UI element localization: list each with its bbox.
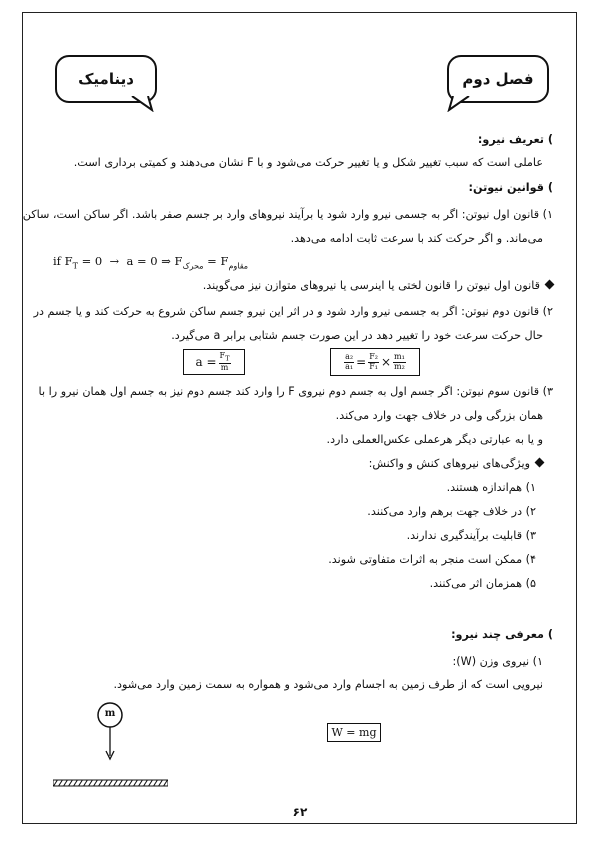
law3-line2: همان بزرگی ولی در خلاف جهت وارد می‌کند. [335, 409, 543, 422]
law2-formula-a: a = $\frac{F_T}{m}$ [183, 349, 245, 375]
law1-note [203, 280, 553, 291]
heading-marker: ) [547, 628, 553, 641]
force-def-text: عاملی است که سبب تغییر شکل و یا تغییر حرکت می‌شود و با F نشان می‌دهند و کمیتی برداری است. [73, 156, 543, 169]
intro-heading [451, 629, 553, 640]
bullet-icon [535, 458, 545, 468]
topic-label: دینامیک [78, 70, 134, 88]
prop-item: ۱) هم‌اندازه هستند. [446, 481, 536, 494]
ground-hatch [53, 779, 168, 787]
props-heading [369, 458, 543, 469]
weight-text: نیرویی است که از طرف زمین به اجسام وارد می‌شود و همواره به سمت زمین وارد می‌شود. [113, 678, 543, 691]
page-number: ۶۲ [292, 805, 308, 819]
prop-item: ۳) قابلیت برآیندگیری ندارند. [406, 529, 536, 542]
force-def-heading [478, 134, 553, 145]
heading-marker: ) [547, 181, 553, 194]
law1-note-text: قانون اول نیوتن را قانون لختی یا اینرسی یا نیروهای متوازن نیز می‌گویند. [202, 279, 540, 292]
law2-line1: ۲) قانون دوم نیوتن: اگر به جسمی نیرو وارد شود و در اثر این نیرو جسم ساکن شروع به حرکت کند و یا جسم در [33, 305, 553, 318]
props-title: ویژگی‌های نیروهای کنش و واکنش: [368, 457, 530, 470]
law2-formula-ratio: $\frac{\text{a₂}}{\text{a₁}}$ = $\frac{\text{F₂}}{\text{F₁}}$ × $\frac{\text{m₁}}{\text{m₂}}$ [330, 348, 420, 376]
newton-heading [469, 182, 553, 193]
prop-item: ۲) در خلاف جهت برهم وارد می‌کنند. [367, 505, 536, 518]
newton-title: قوانین نیوتن: [468, 181, 544, 194]
law1-formula: if $F_T = 0 \to a = 0$ ⇒ $F_{محرک} = F_{مقاوم}$ [53, 254, 249, 271]
weight-formula: W = mg [327, 723, 381, 742]
prop-item: ۴) ممکن است منجر به اثرات متفاوتی شوند. [328, 553, 536, 566]
heading-marker: ) [547, 133, 553, 146]
weight-title: ۱) نیروی وزن (W): [452, 655, 543, 668]
chapter-label: فصل دوم [462, 70, 534, 88]
topic-bubble-tail [126, 96, 156, 112]
law1-line1: ۱) قانون اول نیوتن: اگر به جسمی نیرو وارد شود یا برآیند نیروهای وارد بر جسم صفر باشد. اگر ساکن است، ساکن [22, 208, 553, 221]
law2-line2: حال حرکت سرعت خود را تغییر دهد در این صورت جسم شتابی برابر a می‌گیرد. [171, 329, 543, 342]
law1-line2: می‌ماند. و اگر حرکت کند با سرعت ثابت ادامه می‌دهد. [290, 232, 543, 245]
force-def-title: تعریف نیرو: [477, 133, 544, 146]
prop-item: ۵) همزمان اثر می‌کنند. [429, 577, 536, 590]
bullet-icon [545, 280, 555, 290]
mass-label: m [104, 708, 116, 719]
chapter-bubble-tail [447, 96, 477, 112]
law3-line1: ۳) قانون سوم نیوتن: اگر جسم اول به جسم دوم نیروی F را وارد کند جسم دوم نیز به جسم اول همان نیرو را با [38, 385, 553, 398]
intro-title: معرفی چند نیرو: [451, 628, 544, 641]
law3-line3: و یا به عبارتی دیگر هرعملی عکس‌العملی دارد. [326, 433, 543, 446]
